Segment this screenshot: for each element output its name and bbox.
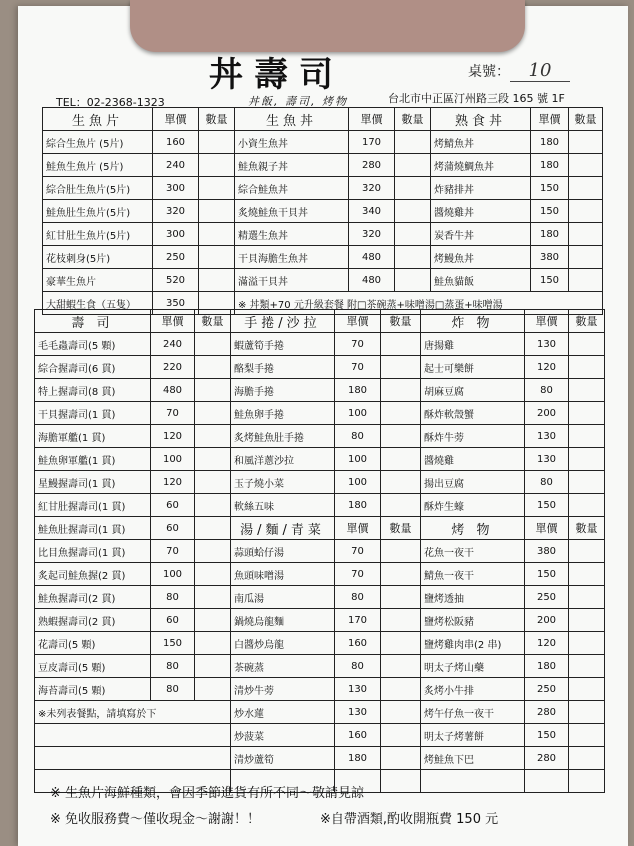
table-row (43, 131, 603, 154)
item-price: 320 (153, 200, 199, 223)
item-price: 70 (335, 563, 381, 586)
table-number-field[interactable] (468, 60, 570, 82)
footer-note-payment: ※ 免收服務費～僅收現金～謝謝！！ (50, 812, 261, 827)
section-title: 炸 物 (421, 310, 525, 333)
item-price: 180 (335, 379, 381, 402)
item-price: 220 (151, 356, 195, 379)
table-row (35, 632, 605, 655)
write-in-line[interactable] (35, 724, 231, 747)
qty-input[interactable] (195, 448, 231, 471)
qty-input[interactable] (569, 540, 605, 563)
qty-input[interactable] (569, 379, 605, 402)
section-title: 壽 司 (35, 310, 151, 333)
col-header-price: 單價 (153, 108, 199, 131)
menu-table-bottom (34, 309, 605, 793)
item-price: 320 (349, 177, 395, 200)
qty-input[interactable] (395, 269, 431, 292)
item-price: 180 (525, 655, 569, 678)
item-price: 80 (151, 678, 195, 701)
qty-input[interactable] (381, 494, 421, 517)
item-name: 鹽烤透抽 (421, 586, 525, 609)
qty-input[interactable] (381, 632, 421, 655)
table-row (35, 310, 605, 333)
item-name: 炙烤小牛排 (421, 678, 525, 701)
write-in-note: ※未列表餐點，請填寫於下 (35, 701, 231, 724)
item-name: 綜合肚生魚片(5片) (43, 177, 153, 200)
item-name: 炭香牛丼 (431, 223, 531, 246)
table-row (35, 494, 605, 517)
item-price: 300 (153, 223, 199, 246)
item-price: 70 (335, 333, 381, 356)
col-header-price: 單價 (531, 108, 569, 131)
item-name: 花壽司(5 顆) (35, 632, 151, 655)
item-price: 70 (151, 540, 195, 563)
item-name: 鹽烤松阪豬 (421, 609, 525, 632)
item-name: 茶碗蒸 (231, 655, 335, 678)
item-price: 80 (335, 425, 381, 448)
item-name: 醬燒雞 (421, 448, 525, 471)
qty-input[interactable] (195, 678, 231, 701)
item-name: 炸豬排丼 (431, 177, 531, 200)
col-header-price: 單價 (335, 517, 381, 540)
qty-input[interactable] (381, 425, 421, 448)
item-name: 醬燒雞丼 (431, 200, 531, 223)
item-name: 綜合鮭魚丼 (235, 177, 349, 200)
item-price: 120 (151, 425, 195, 448)
qty-input[interactable] (395, 177, 431, 200)
item-price: 160 (335, 632, 381, 655)
item-price: 120 (525, 356, 569, 379)
item-price: 150 (531, 200, 569, 223)
item-price: 300 (153, 177, 199, 200)
item-name: 唐揚雞 (421, 333, 525, 356)
col-header-qty: 數量 (395, 108, 431, 131)
item-price: 480 (349, 246, 395, 269)
qty-input[interactable] (381, 448, 421, 471)
item-name: 揚出豆腐 (421, 471, 525, 494)
item-price: 180 (335, 494, 381, 517)
write-in-line[interactable] (35, 747, 231, 770)
item-name: 清炒蘆筍 (231, 747, 335, 770)
qty-input[interactable] (195, 540, 231, 563)
table-row (35, 448, 605, 471)
qty-input[interactable] (569, 356, 605, 379)
telephone: TEL：02-2368-1323 (56, 96, 165, 109)
qty-input[interactable] (569, 131, 603, 154)
table-row (35, 517, 605, 540)
item-name: 酪梨手捲 (231, 356, 335, 379)
table-row (43, 177, 603, 200)
item-name: 鍋燒烏龍麵 (231, 609, 335, 632)
item-name: 炙起司鮭魚握(2 貫) (35, 563, 151, 586)
qty-input[interactable] (381, 586, 421, 609)
item-name: 海膽手捲 (231, 379, 335, 402)
table-row (43, 154, 603, 177)
item-price: 480 (349, 269, 395, 292)
item-name: 玉子燒小菜 (231, 471, 335, 494)
item-price: 150 (531, 269, 569, 292)
table-row (35, 379, 605, 402)
qty-input[interactable] (569, 609, 605, 632)
item-name: 軟絲五味 (231, 494, 335, 517)
item-name: 魚頭味噌湯 (231, 563, 335, 586)
item-price: 250 (525, 678, 569, 701)
item-price: 150 (525, 563, 569, 586)
table-row (35, 471, 605, 494)
item-price: 120 (525, 632, 569, 655)
qty-input[interactable] (569, 586, 605, 609)
item-name: 海苔壽司(5 顆) (35, 678, 151, 701)
section-title-sashimi: 生魚片 (43, 108, 153, 131)
qty-input[interactable] (381, 655, 421, 678)
qty-input[interactable] (395, 246, 431, 269)
item-price: 250 (525, 586, 569, 609)
col-header-qty: 數量 (381, 517, 421, 540)
item-price: 100 (335, 471, 381, 494)
item-price: 170 (349, 131, 395, 154)
item-price: 100 (151, 448, 195, 471)
item-price: 80 (525, 379, 569, 402)
item-name: 小資生魚丼 (235, 131, 349, 154)
col-header-qty: 數量 (569, 310, 605, 333)
table-row (35, 563, 605, 586)
item-price: 280 (349, 154, 395, 177)
qty-input[interactable] (195, 356, 231, 379)
table-row (35, 540, 605, 563)
item-price: 280 (525, 747, 569, 770)
item-name: 蒜頭蛤仔湯 (231, 540, 335, 563)
col-header-price: 單價 (525, 517, 569, 540)
qty-input[interactable] (199, 177, 235, 200)
col-header-price: 單價 (525, 310, 569, 333)
qty-input[interactable] (195, 632, 231, 655)
item-price: 100 (335, 448, 381, 471)
qty-input[interactable] (569, 269, 603, 292)
item-price: 80 (525, 471, 569, 494)
item-name: 清炒牛蒡 (231, 678, 335, 701)
item-price: 70 (151, 402, 195, 425)
qty-input[interactable] (569, 678, 605, 701)
qty-input[interactable] (195, 425, 231, 448)
item-price: 520 (153, 269, 199, 292)
item-name: 大甜蝦生食（五隻） (43, 292, 153, 315)
item-price: 60 (151, 517, 195, 540)
item-price: 150 (151, 632, 195, 655)
item-name: 烤鰻魚丼 (431, 246, 531, 269)
qty-input[interactable] (395, 223, 431, 246)
item-price: 150 (531, 177, 569, 200)
item-price: 80 (335, 655, 381, 678)
qty-input[interactable] (195, 586, 231, 609)
item-price: 180 (531, 131, 569, 154)
item-name: 鯖魚一夜干 (421, 563, 525, 586)
item-price: 80 (151, 655, 195, 678)
item-name: 豪華生魚片 (43, 269, 153, 292)
qty-input[interactable] (195, 402, 231, 425)
table-row (35, 586, 605, 609)
table-row (35, 333, 605, 356)
table-row (43, 269, 603, 292)
item-name: 毛毛蟲壽司(5 顆) (35, 333, 151, 356)
footer-note-seasonal: ※ 生魚片海鮮種類，會因季節進貨有所不同～敬請見諒 (50, 786, 365, 801)
item-price: 200 (525, 609, 569, 632)
item-name: 炙烤鮭魚肚手捲 (231, 425, 335, 448)
qty-input[interactable] (195, 379, 231, 402)
qty-input[interactable] (381, 471, 421, 494)
qty-input[interactable] (569, 724, 605, 747)
qty-input[interactable] (199, 223, 235, 246)
qty-input[interactable] (569, 154, 603, 177)
qty-input[interactable] (569, 448, 605, 471)
item-name: 明太子烤山藥 (421, 655, 525, 678)
table-row (35, 701, 605, 724)
qty-input[interactable] (381, 701, 421, 724)
table-row (35, 402, 605, 425)
item-price: 280 (525, 701, 569, 724)
qty-input[interactable] (569, 177, 603, 200)
table-row (35, 609, 605, 632)
item-price: 170 (335, 609, 381, 632)
item-name: 胡麻豆腐 (421, 379, 525, 402)
qty-input[interactable] (569, 632, 605, 655)
empty-cell (421, 770, 525, 793)
col-header-qty: 數量 (569, 108, 603, 131)
table-row (35, 747, 605, 770)
item-price: 200 (525, 402, 569, 425)
qty-input[interactable] (381, 540, 421, 563)
qty-input[interactable] (199, 200, 235, 223)
item-name: 特上握壽司(8 貫) (35, 379, 151, 402)
item-name: 烤鮭魚下巴 (421, 747, 525, 770)
col-header-price: 單價 (349, 108, 395, 131)
qty-input[interactable] (381, 609, 421, 632)
menu-table-top (42, 107, 603, 315)
qty-input[interactable] (195, 494, 231, 517)
col-header-qty: 數量 (199, 108, 235, 131)
item-price: 80 (151, 586, 195, 609)
col-header-qty: 數量 (195, 310, 231, 333)
item-price: 130 (525, 425, 569, 448)
qty-input[interactable] (381, 333, 421, 356)
qty-input[interactable] (195, 471, 231, 494)
combo-upgrade-note: ※ 丼類+70 元升級套餐 附□茶碗蒸+味噌湯□蒸蛋+味噌湯 (235, 292, 603, 315)
svg-text:丼壽司: 丼壽司 (209, 55, 333, 95)
qty-input[interactable] (569, 701, 605, 724)
qty-input[interactable] (395, 200, 431, 223)
qty-input[interactable] (199, 269, 235, 292)
restaurant-logo (205, 52, 335, 96)
qty-input[interactable] (569, 425, 605, 448)
item-name: 起士可樂餅 (421, 356, 525, 379)
qty-input[interactable] (569, 200, 603, 223)
clipboard-clip (130, 0, 525, 52)
item-price: 100 (335, 402, 381, 425)
item-name: 酥炸軟殼蟹 (421, 402, 525, 425)
item-price: 350 (153, 292, 199, 315)
qty-input[interactable] (395, 131, 431, 154)
table-row (35, 678, 605, 701)
section-title: 烤 物 (421, 517, 525, 540)
item-price: 130 (335, 701, 381, 724)
item-name: 鮭魚生魚片 (5片) (43, 154, 153, 177)
qty-input[interactable] (569, 246, 603, 269)
table-number-value: 10 (510, 60, 570, 82)
item-price: 180 (335, 747, 381, 770)
item-name: 炙燒鮭魚干貝丼 (235, 200, 349, 223)
item-name: 海膽軍艦(1 貫) (35, 425, 151, 448)
item-price: 180 (531, 154, 569, 177)
item-name: 烤午仔魚一夜干 (421, 701, 525, 724)
item-name: 蝦蘆筍手捲 (231, 333, 335, 356)
table-row (35, 425, 605, 448)
item-name: 炒水蓮 (231, 701, 335, 724)
item-name: 精選生魚丼 (235, 223, 349, 246)
col-header-price: 單價 (335, 310, 381, 333)
item-name: 鮭魚握壽司(2 貫) (35, 586, 151, 609)
item-name: 滿溢干貝丼 (235, 269, 349, 292)
item-price: 80 (335, 586, 381, 609)
qty-input[interactable] (569, 494, 605, 517)
item-price: 480 (151, 379, 195, 402)
address: 台北市中正區汀州路三段 165 號 1F (388, 92, 565, 105)
table-row (43, 223, 603, 246)
item-price: 380 (531, 246, 569, 269)
item-price: 70 (335, 356, 381, 379)
brand-subtitle: 丼飯, 壽司, 烤物 (248, 95, 348, 108)
item-price: 160 (153, 131, 199, 154)
item-name: 鮭魚肚握壽司(1 貫) (35, 517, 151, 540)
item-name: 和風洋蔥沙拉 (231, 448, 335, 471)
section-title: 手捲/沙拉 (231, 310, 335, 333)
table-row (43, 200, 603, 223)
item-name: 比目魚握壽司(1 貫) (35, 540, 151, 563)
item-price: 150 (525, 724, 569, 747)
item-name: 白醬炒烏龍 (231, 632, 335, 655)
table-row (43, 246, 603, 269)
section-title: 湯/麵/青菜 (231, 517, 335, 540)
item-price: 180 (531, 223, 569, 246)
item-price: 130 (335, 678, 381, 701)
qty-input[interactable] (569, 333, 605, 356)
qty-input[interactable] (569, 747, 605, 770)
qty-input[interactable] (381, 379, 421, 402)
item-name: 紅甘肚握壽司(1 貫) (35, 494, 151, 517)
qty-input[interactable] (195, 333, 231, 356)
qty-input[interactable] (569, 655, 605, 678)
item-price: 250 (153, 246, 199, 269)
item-price: 160 (335, 724, 381, 747)
item-name: 綜合握壽司(6 貫) (35, 356, 151, 379)
qty-input[interactable] (199, 154, 235, 177)
item-price: 130 (525, 448, 569, 471)
item-name: 烤鯖魚丼 (431, 131, 531, 154)
empty-cell (381, 770, 421, 793)
item-name: 干貝握壽司(1 貫) (35, 402, 151, 425)
qty-input[interactable] (195, 655, 231, 678)
item-name: 酥炸牛蒡 (421, 425, 525, 448)
item-name: 干貝海膽生魚丼 (235, 246, 349, 269)
qty-input[interactable] (381, 678, 421, 701)
empty-cell (525, 770, 569, 793)
section-title-cookeddon: 熟食丼 (431, 108, 531, 131)
qty-input[interactable] (569, 563, 605, 586)
qty-input[interactable] (195, 609, 231, 632)
qty-input[interactable] (195, 517, 231, 540)
qty-input[interactable] (381, 563, 421, 586)
item-name: 酥炸生蠔 (421, 494, 525, 517)
footer-note-corkage: ※自帶酒類,酌收開瓶費 150 元 (320, 812, 499, 827)
item-name: 明太子烤薯餅 (421, 724, 525, 747)
col-header-qty: 數量 (381, 310, 421, 333)
qty-input[interactable] (195, 563, 231, 586)
qty-input[interactable] (381, 724, 421, 747)
table-row (35, 724, 605, 747)
item-name: 炒菠菜 (231, 724, 335, 747)
table-row (35, 356, 605, 379)
item-name: 花枝刺身(5片) (43, 246, 153, 269)
item-price: 150 (525, 494, 569, 517)
table-number-label: 桌號： (468, 64, 510, 80)
item-name: 烤蒲燒鯛魚丼 (431, 154, 531, 177)
item-name: 南瓜湯 (231, 586, 335, 609)
item-price: 130 (525, 333, 569, 356)
item-name: 星鰻握壽司(1 貫) (35, 471, 151, 494)
col-header-qty: 數量 (569, 517, 605, 540)
col-header-price: 單價 (151, 310, 195, 333)
qty-input[interactable] (381, 747, 421, 770)
item-name: 鮭魚卵手捲 (231, 402, 335, 425)
item-price: 120 (151, 471, 195, 494)
item-price: 70 (335, 540, 381, 563)
item-name: 鮭魚親子丼 (235, 154, 349, 177)
item-name: 豆皮壽司(5 顆) (35, 655, 151, 678)
item-name: 紅甘肚生魚片(5片) (43, 223, 153, 246)
item-price: 240 (153, 154, 199, 177)
item-price: 60 (151, 494, 195, 517)
qty-input[interactable] (569, 471, 605, 494)
item-name: 花魚一夜干 (421, 540, 525, 563)
item-price: 100 (151, 563, 195, 586)
qty-input[interactable] (569, 223, 603, 246)
item-price: 380 (525, 540, 569, 563)
item-name: 鹽烤雞肉串(2 串) (421, 632, 525, 655)
qty-input[interactable] (199, 246, 235, 269)
qty-input[interactable] (199, 131, 235, 154)
item-price: 240 (151, 333, 195, 356)
item-name: 鮭魚貓飯 (431, 269, 531, 292)
qty-input[interactable] (395, 154, 431, 177)
table-row (35, 655, 605, 678)
item-name: 熟蝦握壽司(2 貫) (35, 609, 151, 632)
qty-input[interactable] (381, 402, 421, 425)
item-price: 340 (349, 200, 395, 223)
item-name: 鮭魚肚生魚片(5片) (43, 200, 153, 223)
item-price: 60 (151, 609, 195, 632)
qty-input[interactable] (381, 356, 421, 379)
qty-input[interactable] (569, 402, 605, 425)
item-price: 320 (349, 223, 395, 246)
item-name: 綜合生魚片 (5片) (43, 131, 153, 154)
item-name: 鮭魚卵軍艦(1 貫) (35, 448, 151, 471)
section-title-rawdon: 生魚丼 (235, 108, 349, 131)
empty-cell (569, 770, 605, 793)
